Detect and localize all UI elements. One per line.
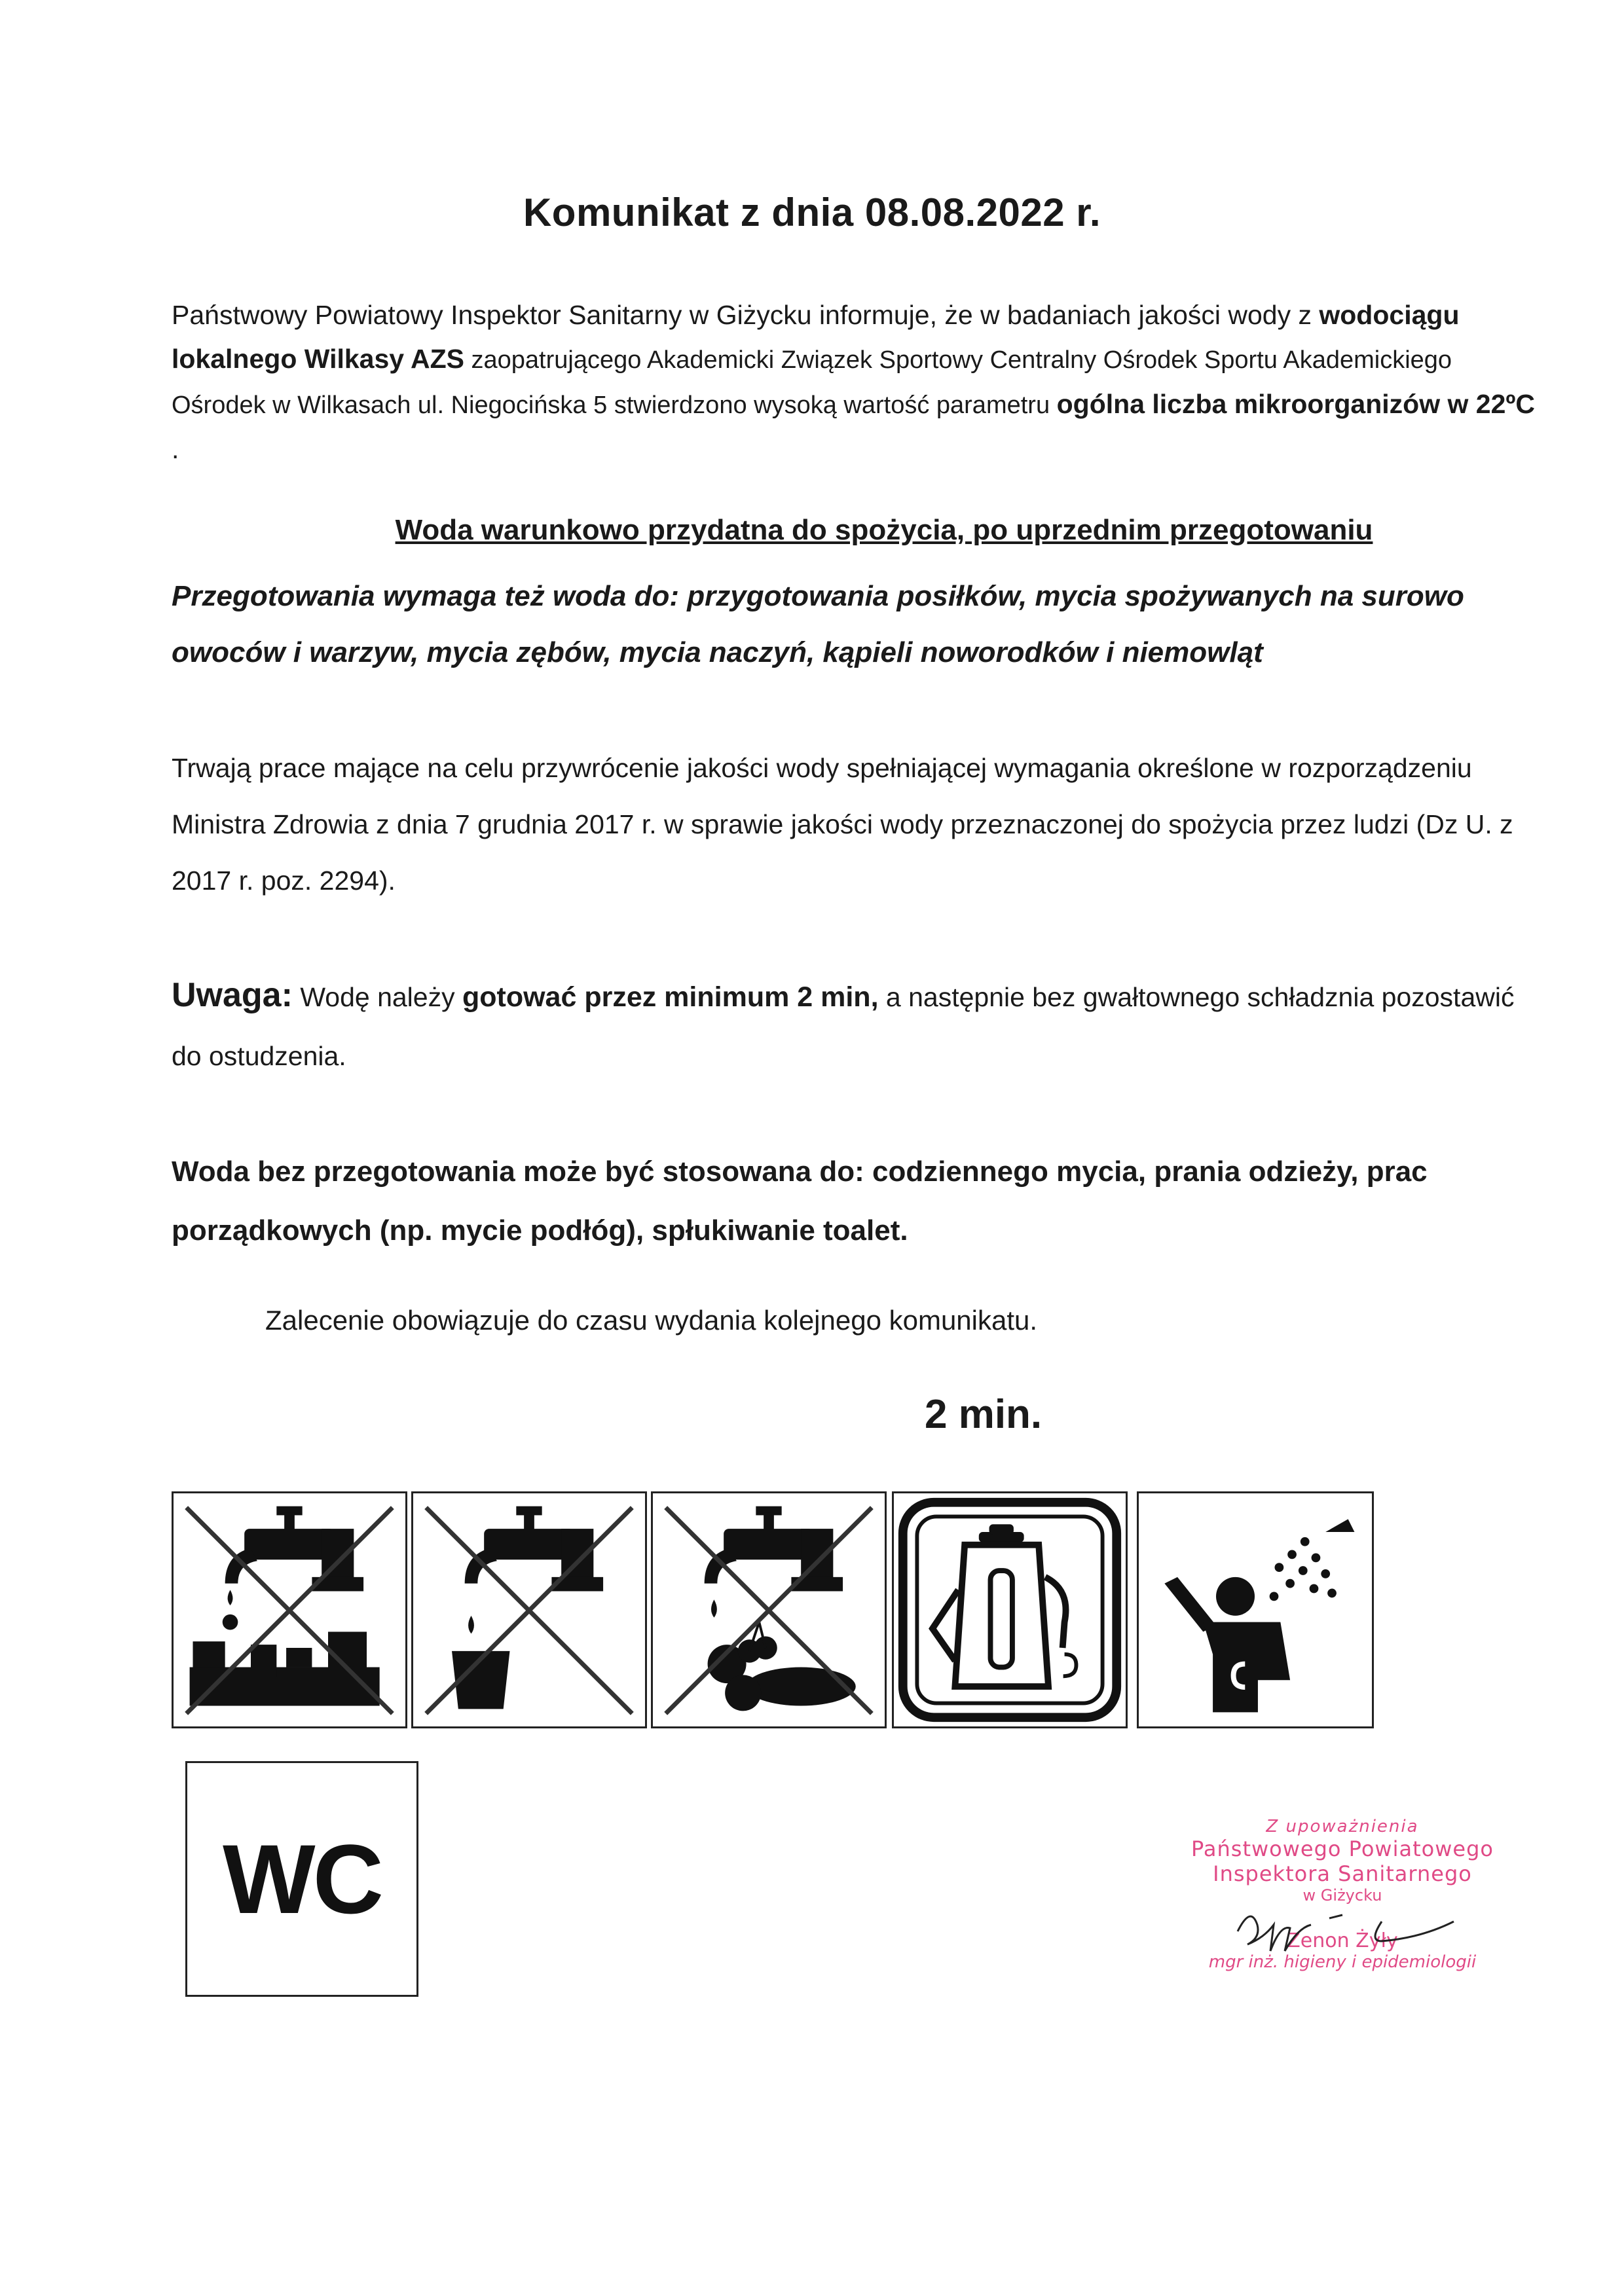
intro-text-1: Państwowy Powiatowy Inspektor Sanitarny w Giżycku informuje, że w badaniach jakości wody z bbox=[172, 300, 1320, 330]
shower-icon bbox=[1137, 1491, 1374, 1728]
validity-note: Zalecenie obowiązuje do czasu wydania kolejnego komunikatu. bbox=[265, 1305, 1038, 1336]
no-boil-uses: Woda bez przegotowania może być stosowana do: codziennego mycia, prania odzieży, prac porządkowych (np. mycie podłóg), spłukiwanie toalet. bbox=[172, 1156, 1428, 1247]
signature-icon bbox=[1218, 1892, 1467, 1964]
page-title: Komunikat z dnia 08.08.2022 r. bbox=[523, 191, 1101, 234]
uwaga-text-2: a następnie bez gwałtownego schładznia pozostawić do ostudzenia. bbox=[172, 982, 1515, 1071]
uwaga-bold: gotować przez minimum 2 min, bbox=[462, 981, 879, 1013]
stamp-title: mgr inż. higieny i epidemiologii bbox=[1208, 1952, 1477, 1972]
wc-label: WC bbox=[223, 1823, 381, 1934]
boil-note: Przegotowania wymaga też woda do: przygotowania posiłków, mycia spożywanych na surowo owoców i warzyw, mycia zębów, mycia naczyń, kąpieli noworodków i niemowląt bbox=[172, 580, 1464, 668]
boil-time-label: 2 min. bbox=[925, 1392, 1043, 1437]
intro-text-2: zaopatrującego Akademicki Związek Sportowy Centralny Ośrodek Sportu Akademickiego Ośrodek w Wilkasach ul. Niegocińska 5 stwierdzono wysoką wartość parametru bbox=[172, 346, 1452, 419]
wc-icon bbox=[185, 1761, 418, 1997]
works-paragraph: Trwają prace mające na celu przywrócenie jakości wody spełniającej wymagania określone w rozporządzeniu Ministra Zdrowia z dnia 7 grudnia 2017 r. w sprawie jakości wody przeznaczonej do spożycia przez ludzi (Dz U. z 2017 r. poz. 2294). bbox=[172, 753, 1513, 896]
stamp-line-3: w Giżycku bbox=[1302, 1886, 1382, 1904]
stamp-line-1: Państwowego Powiatowego bbox=[1191, 1836, 1494, 1861]
kettle-icon bbox=[892, 1491, 1128, 1728]
intro-text-3: . bbox=[172, 434, 179, 464]
stamp-name: Zenon Żyły bbox=[1287, 1929, 1398, 1952]
uwaga-paragraph bbox=[172, 966, 1547, 1085]
crossed-tap-drinking-icon bbox=[411, 1491, 647, 1728]
warning-heading: Woda warunkowo przydatna do spożycia, po uprzednim przegotowaniu bbox=[395, 514, 1373, 546]
crossed-tap-cooking-icon bbox=[172, 1491, 407, 1728]
crossed-tap-produce-icon bbox=[651, 1491, 887, 1728]
intro-bold-parameter: ogólna liczba mikroorganizów w 22ºC bbox=[1056, 389, 1535, 419]
uwaga-text-1: Wodę należy bbox=[292, 982, 462, 1012]
intro-paragraph bbox=[172, 293, 1547, 471]
uwaga-lead: Uwaga: bbox=[172, 976, 293, 1014]
stamp-line-2: Inspektora Sanitarnego bbox=[1213, 1861, 1472, 1886]
intro-bold-source: wodociągu lokalnego Wilkasy AZS bbox=[172, 300, 1460, 374]
stamp-line-0: Z upoważnienia bbox=[1266, 1817, 1419, 1836]
